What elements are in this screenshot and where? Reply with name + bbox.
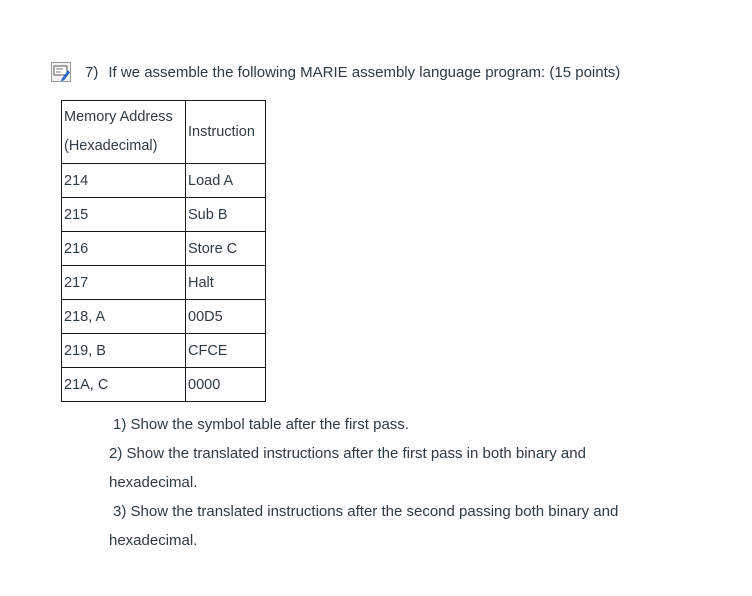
edit-icon[interactable]: [51, 62, 71, 82]
table-row: [62, 232, 266, 266]
question-number: 7): [85, 63, 99, 81]
address-cell: 214: [62, 164, 186, 198]
instruction-cell: Store C: [186, 232, 266, 266]
instruction-cell: Load A: [186, 164, 266, 198]
instruction-cell: CFCE: [186, 334, 266, 368]
table-row: [62, 266, 266, 300]
address-cell: 217: [62, 266, 186, 300]
header-address-line2: (Hexadecimal): [64, 138, 158, 154]
table-row: [62, 198, 266, 232]
instruction-cell: Sub B: [186, 198, 266, 232]
address-cell: 215: [62, 198, 186, 232]
address-cell: 21A, C: [62, 368, 186, 402]
question-text: If we assemble the following MARIE assembly language program: (15 points): [108, 63, 621, 81]
part-2-line2: hexadecimal.: [109, 474, 198, 491]
table-header-row: [62, 101, 266, 164]
header-instruction: Instruction: [186, 101, 266, 164]
table-row: [62, 300, 266, 334]
program-table: [61, 100, 266, 402]
part-2-line1: 2) Show the translated instructions after the first pass in both binary and: [109, 445, 586, 462]
header-memory-address: [62, 101, 186, 164]
address-cell: 218, A: [62, 300, 186, 334]
table-row: [62, 334, 266, 368]
question-header: [51, 60, 620, 84]
part-3-line2: hexadecimal.: [109, 532, 198, 549]
instruction-cell: Halt: [186, 266, 266, 300]
question-parts: [109, 410, 699, 555]
part-3-line1: 3) Show the translated instructions after the second passing both binary and: [113, 503, 619, 520]
table-row: [62, 368, 266, 402]
instruction-cell: 00D5: [186, 300, 266, 334]
table-row: [62, 164, 266, 198]
part-1: 1) Show the symbol table after the first pass.: [113, 416, 409, 433]
address-cell: 219, B: [62, 334, 186, 368]
address-cell: 216: [62, 232, 186, 266]
header-address-line1: Memory Address: [64, 109, 173, 125]
instruction-cell: 0000: [186, 368, 266, 402]
